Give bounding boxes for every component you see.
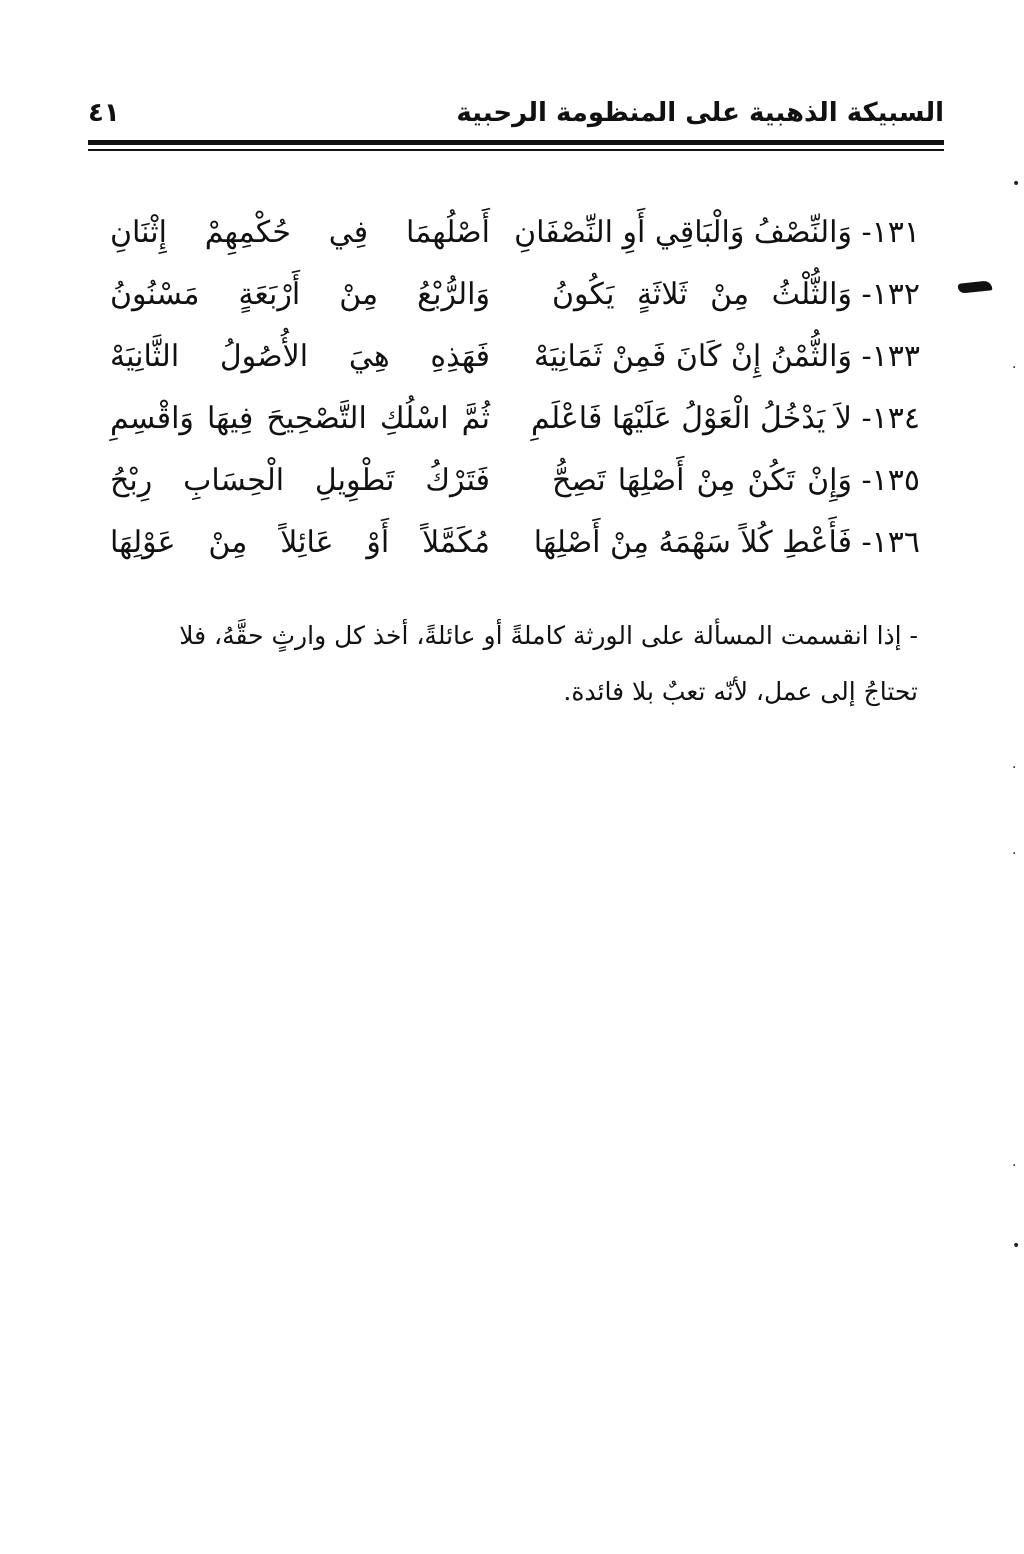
scan-dot: · [1012, 760, 1017, 776]
verse-134 [100, 394, 920, 456]
verse-136 [100, 518, 920, 580]
verse-number: ١٣٥- [861, 463, 920, 498]
book-title: السبيكة الذهبية على المنظومة الرحبية [456, 98, 944, 128]
verse-second-hemistich: فَهَذِهِ هِيَ الأُصُولُ الثَّانِيَهْ [110, 339, 490, 374]
verse-number: ١٣٦- [861, 525, 920, 560]
commentary-line: تحتاجُ إلى عمل، لأنّه تعبٌ بلا فائدة. [563, 677, 918, 706]
verse-first-hemistich: وَالنِّصْفُ وَالْبَاقِي أَوِ النِّصْفَانِ [514, 215, 852, 250]
verse-first-hemistich: وَإِنْ تَكُنْ مِنْ أَصْلِهَا تَصِحُّ [552, 463, 852, 498]
scan-dot: · [1012, 1158, 1017, 1174]
header-rule-thin [88, 149, 944, 151]
verse-131 [100, 208, 920, 270]
scan-ink-mark [958, 280, 993, 293]
verse-first-hemistich: فَأَعْطِ كُلاً سَهْمَهُ مِنْ أَصْلِهَا [533, 525, 852, 560]
verse-second-hemistich: وَالرُّبْعُ مِنْ أَرْبَعَةٍ مَسْنُونُ [110, 277, 490, 312]
poem-verses [100, 208, 920, 580]
header-rule-thick [88, 140, 944, 145]
commentary-line: - إذا انقسمت المسألة على الورثة كاملةً أو عائلةً، أخذ كل وارثٍ حقَّهُ، فلا [179, 621, 918, 650]
verse-135 [100, 456, 920, 518]
scan-dot: · [1012, 846, 1017, 862]
verse-number: ١٣٣- [861, 339, 920, 374]
verse-number: ١٣٢- [861, 277, 920, 312]
verse-second-hemistich: أَصْلُهمَا فِي حُكْمِهِمْ إِثْنَانِ [110, 215, 490, 250]
commentary-paragraph [88, 608, 918, 720]
scan-dot: · [1012, 360, 1017, 376]
verse-number: ١٣١- [861, 215, 920, 250]
verse-first-hemistich: وَالثُّمْنُ إِنْ كَانَ فَمِنْ ثَمَانِيَهْ [533, 339, 852, 374]
verse-number: ١٣٤- [861, 401, 920, 436]
running-header [88, 92, 944, 136]
verse-133 [100, 332, 920, 394]
verse-first-hemistich: وَالثُّلْثُ مِنْ ثَلاثَةٍ يَكُونُ [552, 277, 852, 312]
verse-second-hemistich: مُكَمَّلاً أَوْ عَائِلاً مِنْ عَوْلِهَا [110, 525, 490, 560]
scan-dot: • [1012, 1238, 1021, 1254]
verse-132 [100, 270, 920, 332]
verse-second-hemistich: فَتَرْكُ تَطْوِيلِ الْحِسَابِ رِبْحُ [110, 463, 490, 498]
page-number: ٤١ [88, 98, 120, 128]
scan-dot: • [1012, 176, 1021, 192]
verse-second-hemistich: ثُمَّ اسْلُكِ التَّصْحِيحَ فِيهَا وَاقْسِمِ [110, 401, 490, 436]
verse-first-hemistich: لاَ يَدْخُلُ الْعَوْلُ عَلَيْهَا فَاعْلَمِ [531, 401, 852, 436]
